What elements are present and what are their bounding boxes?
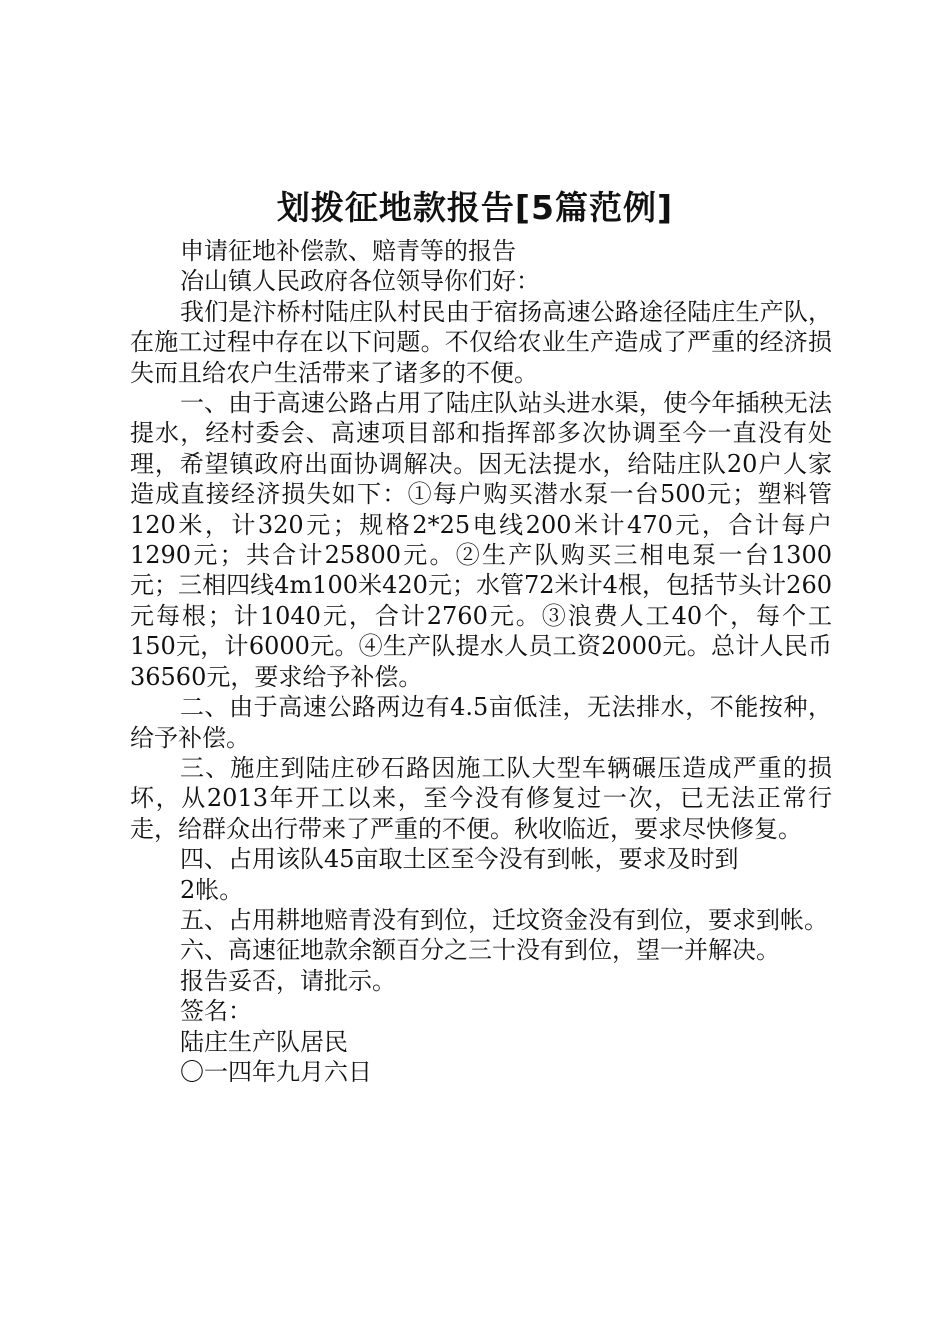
document-body bbox=[130, 236, 832, 1087]
paragraph-signature-label: 签名： bbox=[180, 997, 252, 1026]
paragraph-item-4-continued: 2帐。 bbox=[180, 875, 244, 904]
paragraph-signer: 陆庄生产队居民 bbox=[180, 1027, 348, 1056]
paragraph-item-2: 二、由于高速公路两边有4.5亩低洼，无法排水，不能按种，给予补偿。 bbox=[130, 693, 832, 752]
document-title: 划拨征地款报告[5篇范例] bbox=[276, 188, 674, 227]
paragraph-item-1: 一、由于高速公路占用了陆庄队站头进水渠，使今年插秧无法提水，经村委会、高速项目部和指挥部多次协调至今一直没有处理，希望镇政府出面协调解决。因无法提水，给陆庄队20户人家造成直接经济损失如下：①每户购买潜水泵一台500元；塑料管120米，计320元；规格2*25电线200米计470元，合计每户1290元；共合计25800元。②生产队购买三相电泵一台1300元；三相四线4m100米420元；水管72米计4根，包括节头计260元每根；计1040元，合计2760元。③浪费人工40个，每个工150元，计6000元。④生产队提水人员工资2000元。总计人民币36560元，要求给予补偿。 bbox=[130, 389, 832, 691]
paragraph-item-3: 三、施庄到陆庄砂石路因施工队大型车辆碾压造成严重的损坏，从2013年开工以来，至今没有修复过一次，已无法正常行走，给群众出行带来了严重的不便。秋收临近，要求尽快修复。 bbox=[130, 753, 832, 843]
paragraph-intro: 我们是汴桥村陆庄队村民由于宿扬高速公路途径陆庄生产队，在施工过程中存在以下问题。不仅给农业生产造成了严重的经济损失而且给农户生活带来了诸多的不便。 bbox=[130, 297, 832, 387]
paragraph-request: 报告妥否，请批示。 bbox=[180, 966, 396, 995]
paragraph-item-4: 四、占用该队45亩取土区至今没有到帐，要求及时到 bbox=[180, 845, 739, 874]
paragraph-item-6: 六、高速征地款余额百分之三十没有到位，望一并解决。 bbox=[180, 936, 780, 965]
paragraph-salutation: 冶山镇人民政府各位领导你们好： bbox=[180, 267, 540, 296]
paragraph-item-5: 五、占用耕地赔青没有到位，迁坟资金没有到位，要求到帐。 bbox=[180, 905, 828, 934]
paragraph-subject: 申请征地补偿款、赔青等的报告 bbox=[180, 237, 516, 265]
paragraph-date: 〇一四年九月六日 bbox=[180, 1057, 372, 1086]
